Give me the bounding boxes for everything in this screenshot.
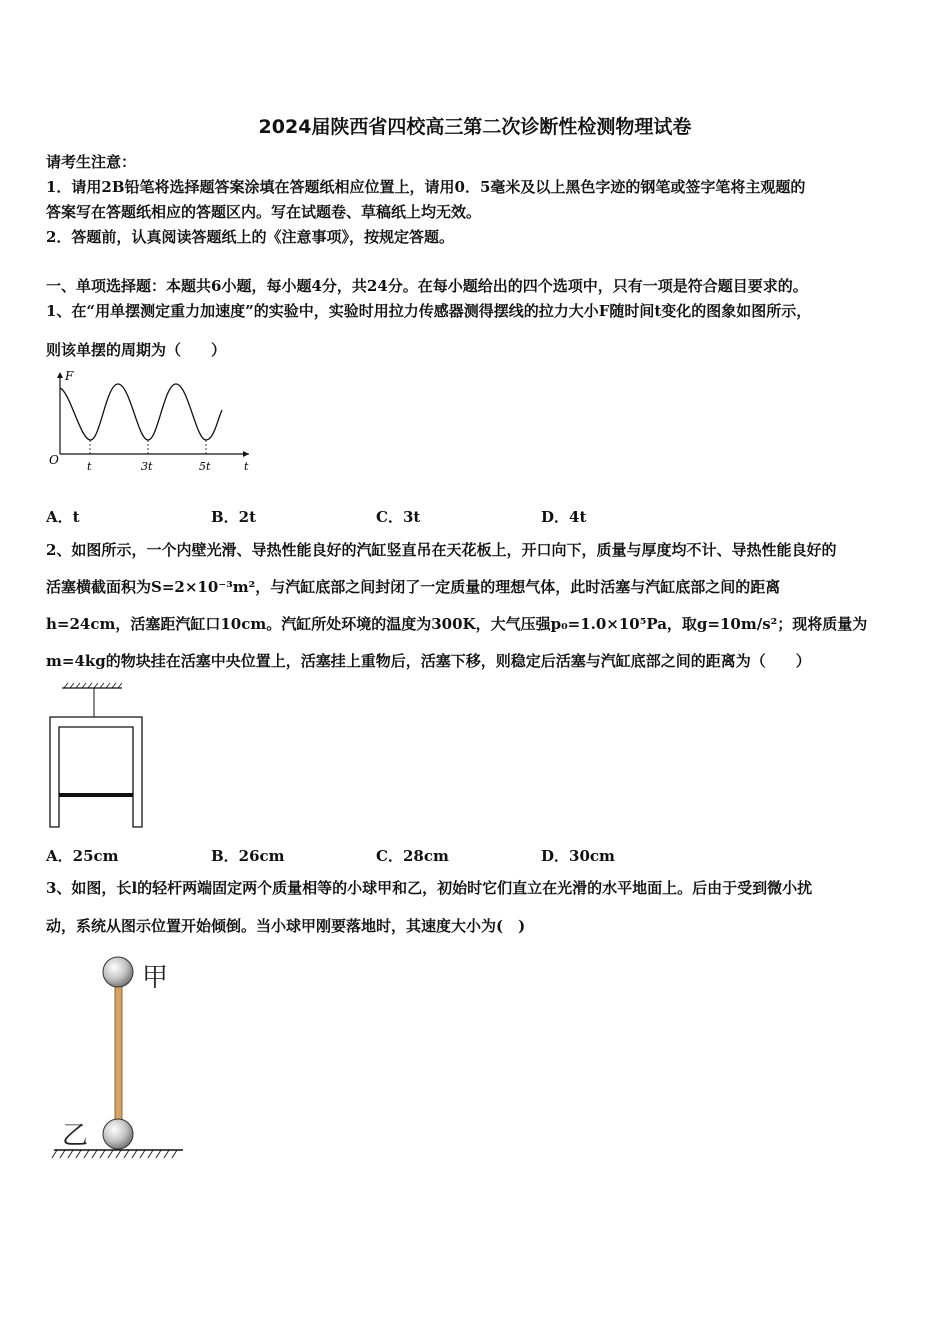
- x-axis-label: t: [244, 460, 249, 473]
- notice-item-1b: 答案写在答题纸相应的答题区内。写在试题卷、草稿纸上均无效。: [46, 203, 482, 221]
- q3-stem-line2: 动，系统从图示位置开始倾倒。当小球甲刚要落地时，其速度大小为( ): [46, 917, 526, 935]
- label-jia: 甲: [142, 963, 169, 993]
- q1-stem-line1: 1、在“用单摆测定重力加速度”的实验中，实验时用拉力传感器测得摆线的拉力大小F随时间t变化的图象如图所示，: [46, 302, 812, 320]
- ground-hatch: [52, 1150, 177, 1158]
- y-axis-arrow: [57, 372, 63, 378]
- cylinder-wall: [50, 717, 142, 827]
- ball-yi: [103, 1119, 133, 1149]
- q1-force-time-graph: [44, 368, 259, 478]
- label-yi: 乙: [62, 1121, 89, 1151]
- q2-stem-line3: h=24cm，活塞距汽缸口10cm。汽缸所处环境的温度为300K，大气压强p₀=1.0×10⁵Pa，取g=10m/s²；现将质量为: [46, 615, 868, 633]
- q2-cylinder-diagram: [44, 680, 154, 832]
- light-rod: [115, 984, 122, 1134]
- tick-label-5t: 5t: [199, 460, 211, 473]
- ceiling-hatch: [64, 683, 122, 688]
- q2-stem-line4: m=4kg的物块挂在活塞中央位置上，活塞挂上重物后，活塞下移，则稳定后活塞与汽缸底部之间的距离为（ ）: [46, 652, 811, 670]
- tick-label-3t: 3t: [141, 460, 153, 473]
- q1-option-a[interactable]: A．t: [46, 508, 80, 526]
- ball-jia: [103, 957, 133, 987]
- q1-option-d[interactable]: D．4t: [541, 508, 587, 526]
- q1-stem-line2: 则该单摆的周期为（ ）: [46, 341, 227, 359]
- q2-stem-line1: 2、如图所示，一个内壁光滑、导热性能良好的汽缸竖直吊在天花板上，开口向下，质量与厚度均不计、导热性能良好的: [46, 541, 837, 559]
- y-axis-label: F: [65, 369, 74, 383]
- notice-heading: 请考生注意：: [46, 153, 137, 171]
- q1-option-c[interactable]: C．3t: [376, 508, 421, 526]
- q2-stem-line2: 活塞横截面积为S=2×10⁻³m²，与汽缸底部之间封闭了一定质量的理想气体，此时活塞与汽缸底部之间的距离: [46, 578, 781, 596]
- notice-item-1a: 1．请用2B铅笔将选择题答案涂填在答题纸相应位置上，请用0．5毫米及以上黑色字迹的钢笔或签字笔将主观题的: [46, 178, 806, 196]
- q2-option-d[interactable]: D．30cm: [541, 847, 615, 865]
- force-curve: [60, 384, 222, 440]
- page-title: 2024届陕西省四校高三第二次诊断性检测物理试卷: [258, 116, 692, 138]
- q2-option-c[interactable]: C．28cm: [376, 847, 449, 865]
- x-axis-arrow: [243, 451, 249, 457]
- q2-option-b[interactable]: B．26cm: [211, 847, 285, 865]
- piston: [59, 793, 133, 797]
- q3-stem-line1: 3、如图，长l的轻杆两端固定两个质量相等的小球甲和乙，初始时它们直立在光滑的水平地面上。后由于受到微小扰: [46, 879, 813, 897]
- notice-item-2: 2．答题前，认真阅读答题纸上的《注意事项》，按规定答题。: [46, 228, 454, 246]
- q2-option-a[interactable]: A．25cm: [46, 847, 119, 865]
- q3-rod-balls-diagram: [48, 950, 193, 1168]
- tick-label-t: t: [87, 460, 92, 473]
- section-heading: 一、单项选择题：本题共6小题，每小题4分，共24分。在每小题给出的四个选项中，只有一项是符合题目要求的。: [46, 277, 808, 295]
- origin-label: O: [49, 453, 59, 467]
- q1-option-b[interactable]: B．2t: [211, 508, 257, 526]
